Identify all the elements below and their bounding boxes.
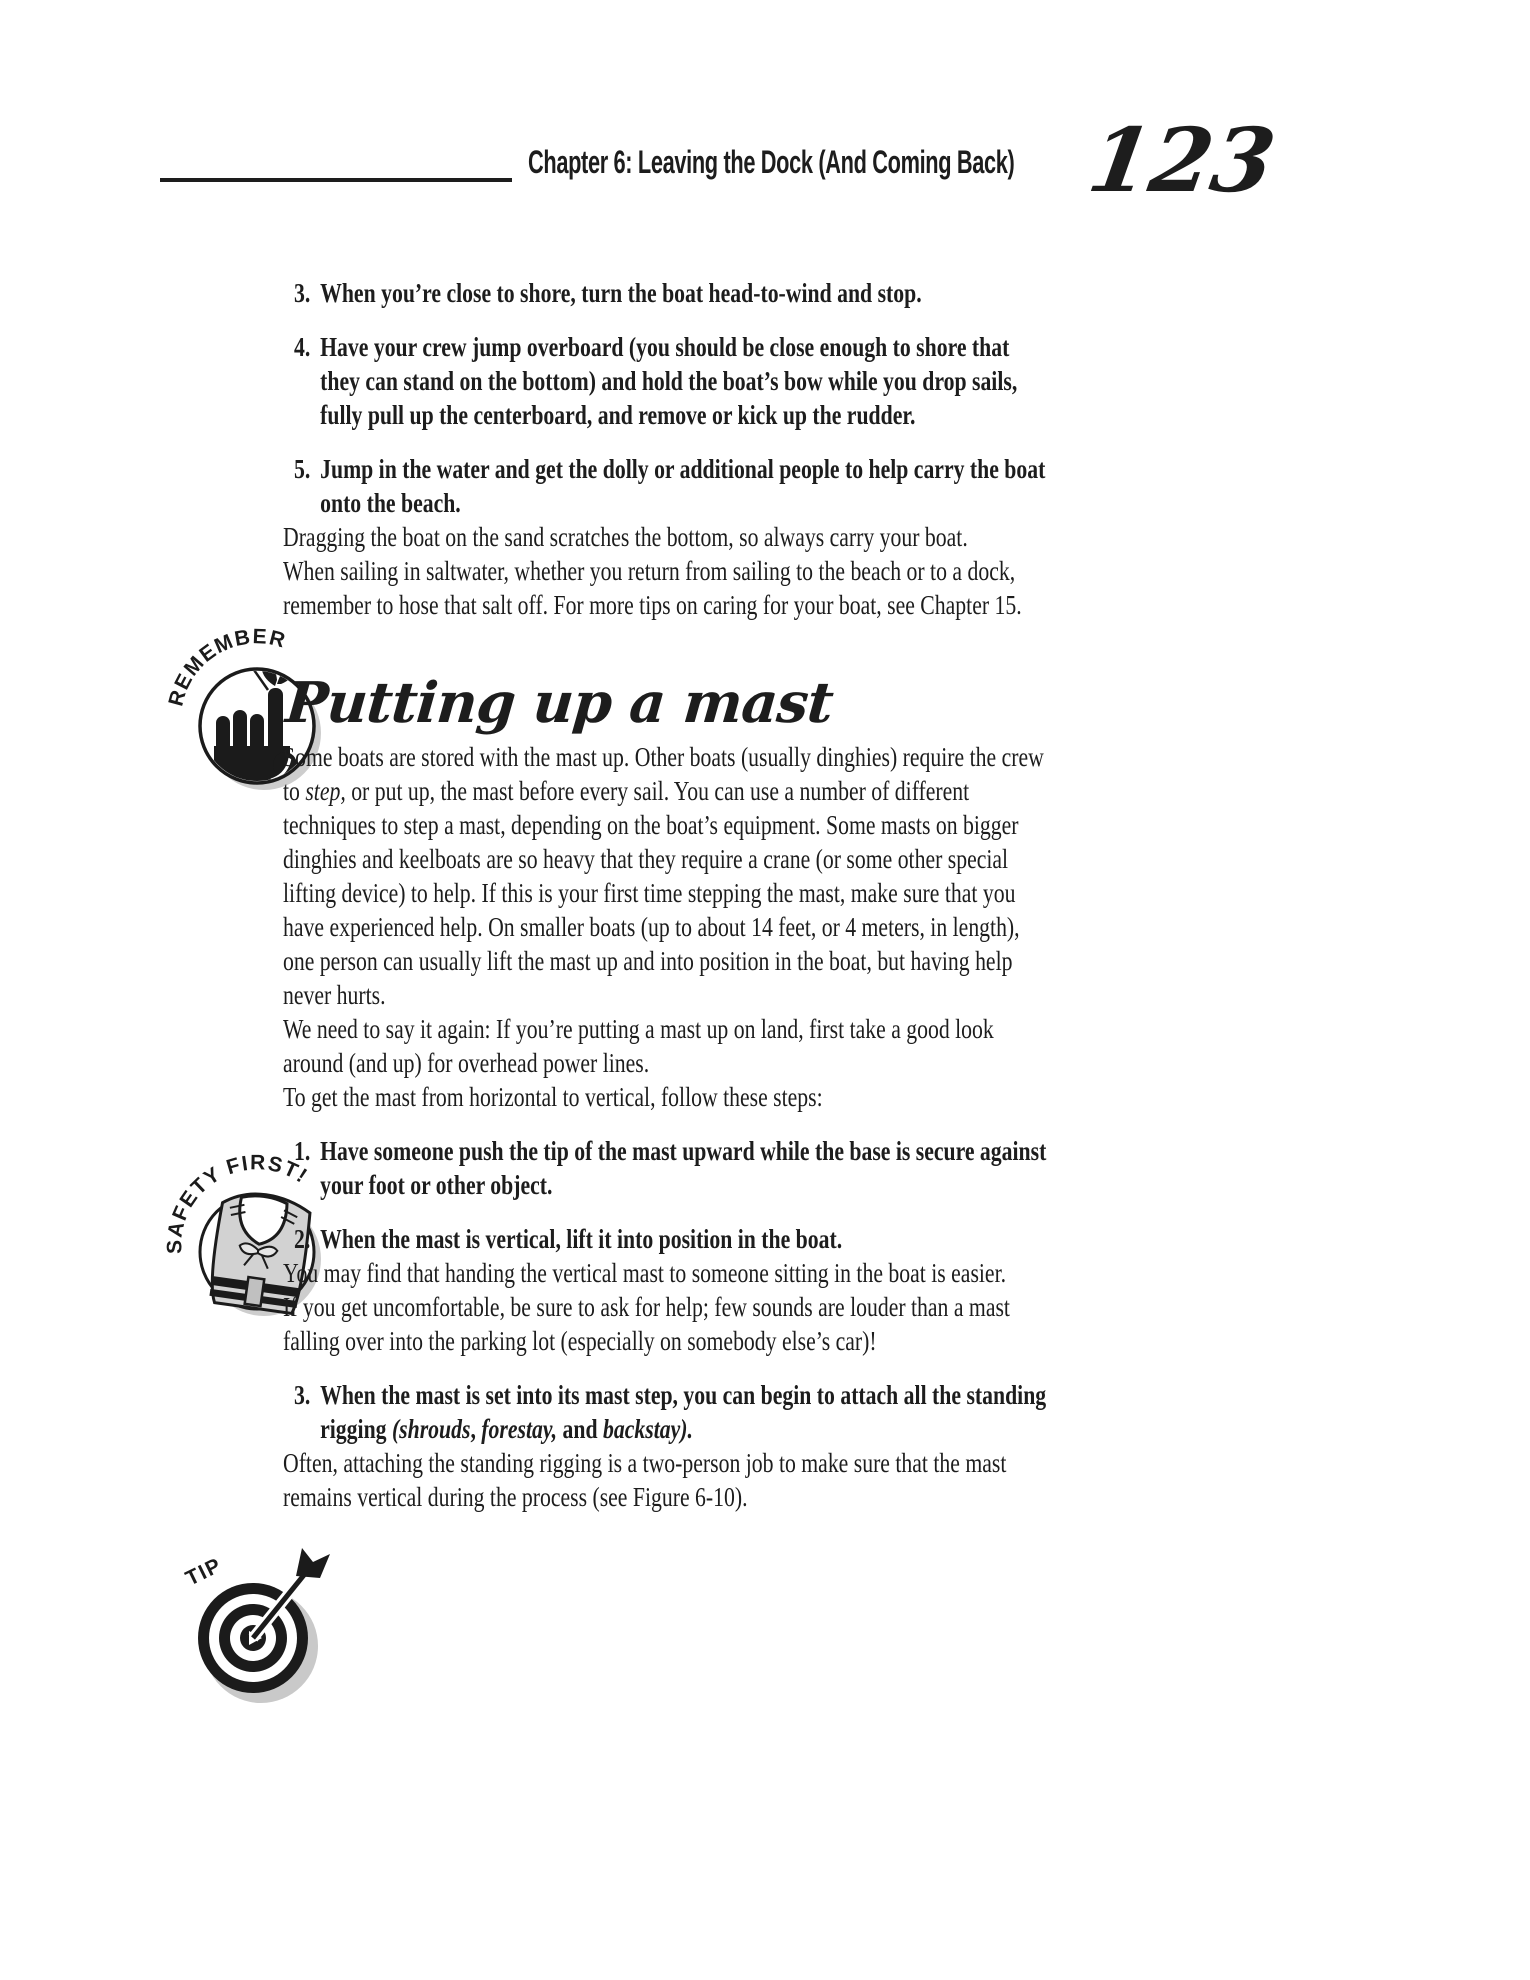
text-segment: or put up, the mast before every sail. You can use a number of different techniques to step a mast, depending on the boat’s equipment. Some masts on bigger dinghies and keelboats are so heavy that they require a crane (or some other special lifting device) to help. If this is your first time stepping the mast, make sure that you have experienced help. On smaller boats (up to about 14 feet, or 4 meters, in length), one person can usually lift the mast up and into position in the boat, but having help never hurts. bbox=[283, 775, 1020, 1010]
text-segment: backstay). bbox=[603, 1413, 693, 1444]
list-number: 2. bbox=[294, 1223, 311, 1254]
dart-fletching bbox=[296, 1548, 330, 1578]
list-number: 5. bbox=[294, 453, 311, 484]
safety-paragraph: We need to say it again: If you’re putting a mast up on land, first take a good look around (and up) for overhead power lines. bbox=[283, 1013, 994, 1078]
safety-first-label: SAFETY FIRST! bbox=[163, 1151, 313, 1255]
text-segment: Some boats are stored with the mast up. Other boats (usually dinghies) require the crew to bbox=[283, 741, 1044, 806]
mast-step-3 bbox=[283, 1378, 1053, 1446]
steps-intro-paragraph: To get the mast from horizontal to vertical, follow these steps: bbox=[283, 1081, 823, 1112]
tip-label: TIP bbox=[182, 1553, 226, 1591]
list-item-4 bbox=[283, 330, 1053, 432]
section-heading bbox=[283, 668, 1053, 740]
text-segment: step, bbox=[305, 775, 346, 806]
mast-step-2 bbox=[283, 1222, 1053, 1256]
list-number: 3. bbox=[294, 277, 311, 308]
chapter-title: Chapter 6: Leaving the Dock (And Coming Back) bbox=[528, 144, 1015, 180]
beach-note-paragraph: Dragging the boat on the sand scratches the bottom, so always carry your boat. bbox=[283, 521, 968, 552]
list-text bbox=[320, 1378, 1053, 1446]
text-segment: , bbox=[470, 1413, 482, 1444]
mast-step-1 bbox=[283, 1134, 1053, 1202]
list-text: Have your crew jump overboard (you should be close enough to shore that they can stand on the bottom) and hold the boat’s bow while you drop sails, fully pull up the centerboard, and remove or kick up the rudder. bbox=[320, 331, 1018, 430]
page-number: 123 bbox=[1081, 108, 1282, 212]
header-rule bbox=[160, 178, 512, 182]
text-column bbox=[283, 276, 1053, 1514]
list-text: When the mast is vertical, lift it into position in the boat. bbox=[320, 1223, 843, 1254]
text-segment: (shrouds bbox=[391, 1413, 471, 1444]
list-text: Jump in the water and get the dolly or additional people to help carry the boat onto the beach. bbox=[320, 453, 1046, 518]
mast-step-3-note: Often, attaching the standing rigging is a two-person job to make sure that the mast remains vertical during the process (see Figure 6-10). bbox=[283, 1447, 1007, 1512]
list-text: When you’re close to shore, turn the boat head-to-wind and stop. bbox=[320, 277, 922, 308]
list-text: Have someone push the tip of the mast upward while the base is secure against your foot or other object. bbox=[320, 1135, 1047, 1200]
running-head bbox=[160, 108, 1400, 212]
list-item-3 bbox=[283, 276, 1053, 310]
chapter-title-box bbox=[528, 144, 1056, 184]
text-segment: forestay, bbox=[481, 1413, 558, 1444]
list-number: 3. bbox=[294, 1379, 311, 1410]
list-item-5 bbox=[283, 452, 1053, 520]
text-segment: When the mast is set into its mast step, you can begin to attach all the standing rigging bbox=[320, 1379, 1047, 1444]
list-number: 4. bbox=[294, 331, 311, 362]
tip-paragraph: If you get uncomfortable, be sure to ask for help; few sounds are louder than a mast falling over into the parking lot (especially on somebody else’s car)! bbox=[283, 1291, 1010, 1356]
remember-paragraph: When sailing in saltwater, whether you return from sailing to the beach or to a dock, remember to hose that salt off. For more tips on caring for your boat, see Chapter 15. bbox=[283, 555, 1022, 620]
mast-step-2-note: You may find that handing the vertical mast to someone sitting in the boat is easier. bbox=[283, 1257, 1007, 1288]
section-heading-text: Putting up a mast bbox=[283, 670, 836, 736]
tip-icon bbox=[150, 1524, 360, 1734]
text-segment: and bbox=[557, 1413, 604, 1444]
list-number: 1. bbox=[294, 1135, 311, 1166]
remember-label: REMEMBER bbox=[164, 625, 289, 709]
section-intro-paragraph bbox=[283, 740, 1053, 1012]
